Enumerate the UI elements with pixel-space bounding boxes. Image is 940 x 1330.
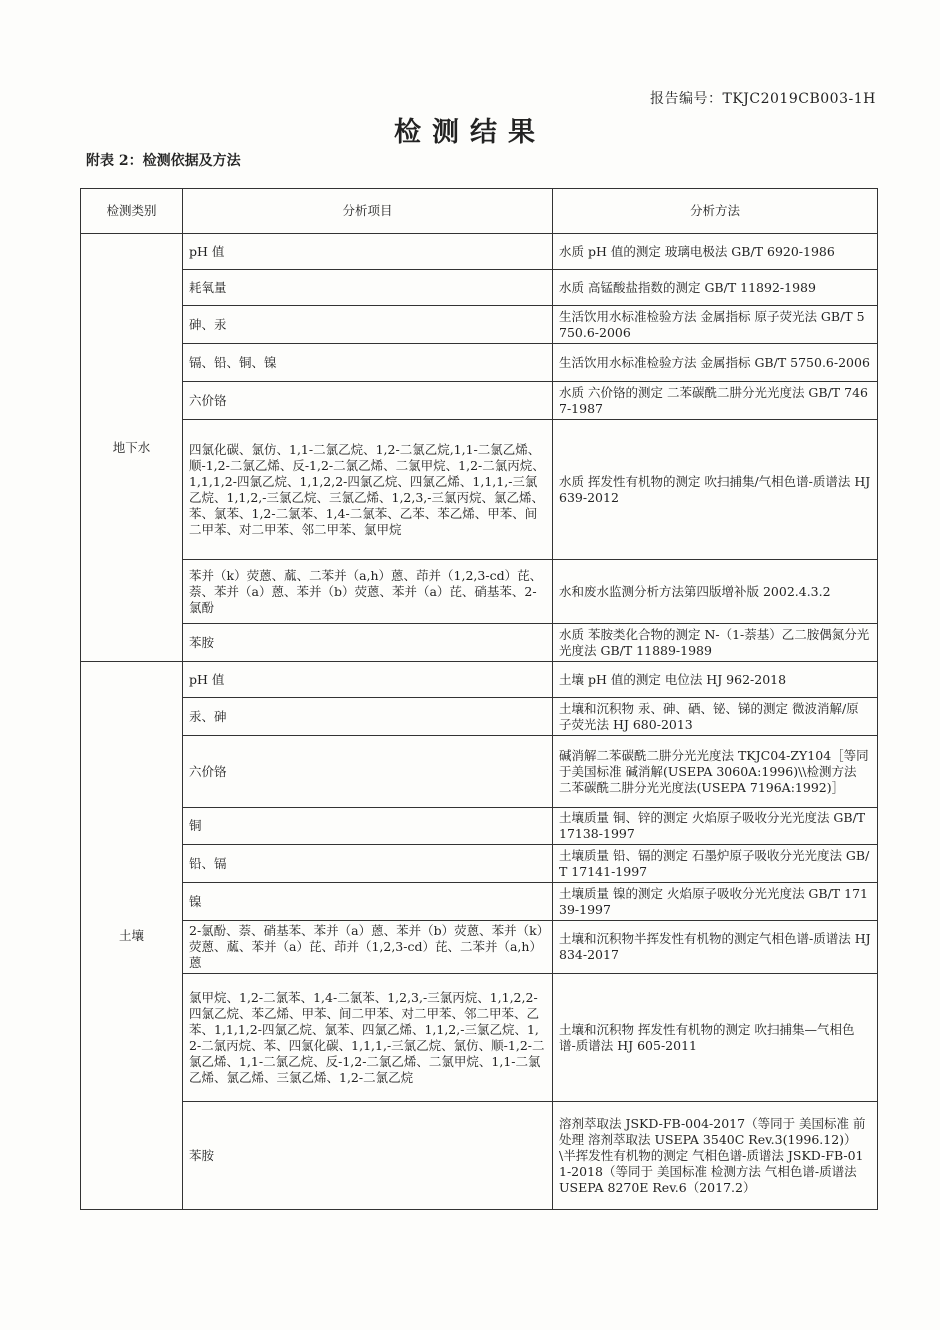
- document-title: 检测结果: [394, 117, 546, 148]
- analysis-method-cell: 水质 pH 值的测定 玻璃电极法 GB/T 6920-1986: [553, 234, 878, 270]
- analysis-item-cell: 氯甲烷、1,2-二氯苯、1,4-二氯苯、1,2,3,-三氯丙烷、1,1,2,2-四氯乙烷、苯乙烯、甲苯、间二甲苯、对二甲苯、邻二甲苯、乙苯、1,1,1,2-四氯乙烷、氯苯、四氯乙烯、1,1,2,-三氯乙烷、1,2-二氯丙烷、苯、四氯化碳、1,1,1,-三氯乙烷、氯仿、顺-1,2-二氯乙烯、1,1-二氯乙烷、反-1,2-二氯乙烯、二氯甲烷、1,1-二氯乙烯、氯乙烯、三氯乙烯、1,2-二氯乙烷: [183, 974, 553, 1102]
- table-row: [81, 808, 878, 845]
- analysis-item-cell: 四氯化碳、氯仿、1,1-二氯乙烷、1,2-二氯乙烷,1,1-二氯乙烯、顺-1,2-二氯乙烯、反-1,2-二氯乙烯、二氯甲烷、1,2-二氯丙烷、1,1,1,2-四氯乙烷、1,1,2,2-四氯乙烷、四氯乙烯、1,1,1,-三氯乙烷、1,1,2,-三氯乙烷、三氯乙烯、1,2,3,-三氯丙烷、氯乙烯、苯、氯苯、1,2-二氯苯、1,4-二氯苯、乙苯、苯乙烯、甲苯、间二甲苯、对二甲苯、邻二甲苯、氯甲烷: [183, 420, 553, 560]
- analysis-item-cell: 苯胺: [183, 1102, 553, 1210]
- analysis-method-cell: 溶剂萃取法 JSKD-FB-004-2017（等同于 美国标准 前处理 溶剂萃取法 USEPA 3540C Rev.3(1996.12)）\半挥发性有机物的测定 气相色谱-质谱法 JSKD-FB-011-2018（等同于 美国标准 检测方法 气相色谱-质谱法 USEPA 8270E Rev.6（2017.2）: [553, 1102, 878, 1210]
- report-number: 报告编号：TKJC2019CB003-1H: [650, 91, 876, 107]
- analysis-item-cell: pH 值: [183, 662, 553, 698]
- table-row: [81, 420, 878, 560]
- table-caption: 附表 2：检测依据及方法: [86, 153, 241, 169]
- analysis-item-cell: 六价铬: [183, 382, 553, 420]
- analysis-method-cell: 水和废水监测分析方法第四版增补版 2002.4.3.2: [553, 560, 878, 624]
- analysis-item-cell: 铜: [183, 808, 553, 845]
- table-row: [81, 306, 878, 344]
- table-row: [81, 270, 878, 306]
- analysis-method-cell: 水质 高锰酸盐指数的测定 GB/T 11892-1989: [553, 270, 878, 306]
- analysis-item-cell: 铅、镉: [183, 845, 553, 883]
- analysis-method-cell: 水质 六价铬的测定 二苯碳酰二肼分光光度法 GB/T 7467-1987: [553, 382, 878, 420]
- analysis-item-cell: pH 值: [183, 234, 553, 270]
- table-row: [81, 921, 878, 974]
- analysis-method-cell: 生活饮用水标准检验方法 金属指标 GB/T 5750.6-2006: [553, 344, 878, 382]
- analysis-method-cell: 土壤 pH 值的测定 电位法 HJ 962-2018: [553, 662, 878, 698]
- column-header-category: 检测类别: [81, 189, 183, 234]
- table-header-row: [81, 189, 878, 234]
- table-row: [81, 624, 878, 662]
- analysis-method-cell: 土壤和沉积物 挥发性有机物的测定 吹扫捕集—气相色谱-质谱法 HJ 605-2011: [553, 974, 878, 1102]
- table-row: [81, 845, 878, 883]
- analysis-method-cell: 土壤和沉积物半挥发性有机物的测定气相色谱-质谱法 HJ 834-2017: [553, 921, 878, 974]
- category-cell: 土壤: [81, 662, 183, 1210]
- category-cell: 地下水: [81, 234, 183, 662]
- results-table: [80, 188, 878, 1210]
- analysis-method-cell: 土壤和沉积物 汞、砷、硒、铋、锑的测定 微波消解/原子荧光法 HJ 680-2013: [553, 698, 878, 736]
- table-row: [81, 883, 878, 921]
- analysis-item-cell: 六价铬: [183, 736, 553, 808]
- table-row: [81, 560, 878, 624]
- table-row: [81, 974, 878, 1102]
- table-row: [81, 382, 878, 420]
- column-header-item: 分析项目: [183, 189, 553, 234]
- table-row: [81, 736, 878, 808]
- table-body: [81, 234, 878, 1210]
- analysis-method-cell: 土壤质量 铅、镉的测定 石墨炉原子吸收分光光度法 GB/T 17141-1997: [553, 845, 878, 883]
- analysis-item-cell: 苯胺: [183, 624, 553, 662]
- analysis-method-cell: 水质 苯胺类化合物的测定 N-（1-萘基）乙二胺偶氮分光光度法 GB/T 11889-1989: [553, 624, 878, 662]
- analysis-item-cell: 砷、汞: [183, 306, 553, 344]
- analysis-method-cell: 碱消解二苯碳酰二肼分光光度法 TKJC04-ZY104［等同于美国标准 碱消解(USEPA 3060A:1996)\\检测方法 二苯碳酰二肼分光光度法(USEPA 7196A:1992)］: [553, 736, 878, 808]
- analysis-item-cell: 苯并（k）荧蒽、蓏、二苯并（a,h）蒽、茚并（1,2,3-cd）芘、萘、苯并（a）蒽、苯并（b）荧蒽、苯并（a）芘、硝基苯、2-氯酚: [183, 560, 553, 624]
- analysis-item-cell: 2-氯酚、萘、硝基苯、苯并（a）蒽、苯并（b）荧蒽、苯并（k）荧蒽、蓏、苯并（a）芘、茚并（1,2,3-cd）芘、二苯并（a,h）蒽: [183, 921, 553, 974]
- table-row: [81, 698, 878, 736]
- table-row: [81, 662, 878, 698]
- analysis-method-cell: 土壤质量 镍的测定 火焰原子吸收分光光度法 GB/T 17139-1997: [553, 883, 878, 921]
- analysis-method-cell: 生活饮用水标准检验方法 金属指标 原子荧光法 GB/T 5750.6-2006: [553, 306, 878, 344]
- analysis-item-cell: 汞、砷: [183, 698, 553, 736]
- analysis-item-cell: 镉、铅、铜、镍: [183, 344, 553, 382]
- table-row: [81, 1102, 878, 1210]
- analysis-method-cell: 土壤质量 铜、锌的测定 火焰原子吸收分光光度法 GB/T 17138-1997: [553, 808, 878, 845]
- table-row: [81, 234, 878, 270]
- table-row: [81, 344, 878, 382]
- analysis-method-cell: 水质 挥发性有机物的测定 吹扫捕集/气相色谱-质谱法 HJ 639-2012: [553, 420, 878, 560]
- column-header-method: 分析方法: [553, 189, 878, 234]
- analysis-item-cell: 镍: [183, 883, 553, 921]
- analysis-item-cell: 耗氧量: [183, 270, 553, 306]
